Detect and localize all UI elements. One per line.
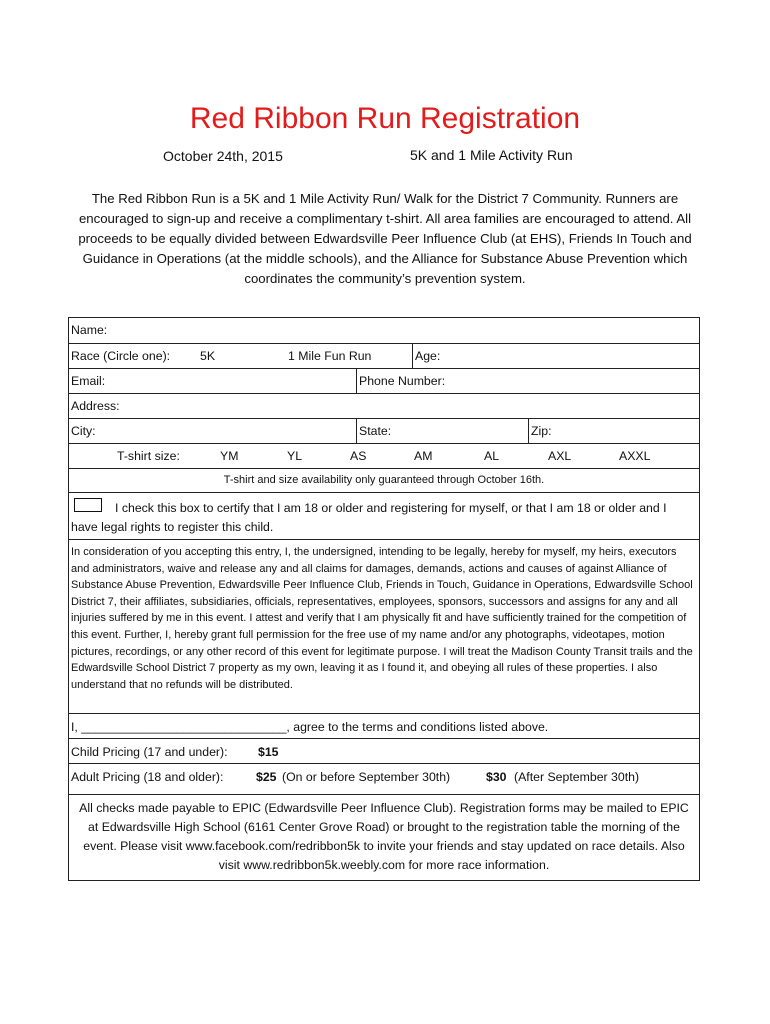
waiver-text: In consideration of you accepting this entry, I, the undersigned, intending to be legally, hereby for myself, my heirs, executors and administrators, waive and release any and all claims for damages, demands, actions and causes of against Alliance of Substance Abuse Prevention, Edwardsville Peer Influence Club, Friends in Touch, Guidance in Operations, Edwardsville School District 7, their affiliates, subsidiaries, officials, representatives, employees, sponsors, successors and assigns for any and all injuries suffered by me in this event. I attest and verify that I am physically fit and have sufficiently trained for the competition of this event. Further, I, hereby grant full permission for the free use of my name and/or any photographs, videotapes, motion pictures, recordings, or any other record of this event for legitimate purpose. I will treat the Madison County Transit trails and the Edwardsville School District 7 property as my own, leaving it as I found it, and obeying all rules of these properties. I also understand that no refunds will be distributed. (71, 546, 693, 691)
state-label: State: (359, 424, 392, 438)
adult-pricing-row (69, 764, 699, 795)
payment-instructions: All checks made payable to EPIC (Edwardsville Peer Influence Club). Registration forms may be mailed to EPIC at Edwardsville High School (6161 Center Grove Road) or brought to the registration table the morning of the event. Please visit www.facebook.com/redribbon5k to invite your friends and stay updated on race details. Also visit www.redribbon5k.weebly.com for more race information. (79, 801, 689, 872)
race-option-1-mile[interactable]: 1 Mile Fun Run (288, 349, 372, 363)
age-field[interactable] (412, 344, 699, 368)
adult-pricing-label: Adult Pricing (18 and older): (71, 770, 224, 784)
zip-field[interactable] (528, 419, 699, 443)
race-label: Race (Circle one): (71, 349, 171, 363)
certify-text: I check this box to certify that I am 18 or older and registering for myself, or that I am 18 or older and I have legal rights to register this child. (71, 501, 667, 534)
intro-paragraph: The Red Ribbon Run is a 5K and 1 Mile Activity Run/ Walk for the District 7 Community. Runners are encouraged to sign-up and receive a complimentary t-shirt. All area families are encouraged to attend. All proceeds to be equally divided between Edwardsville Peer Influence Club (at EHS), Friends In Touch and Guidance in Operations (at the middle schools), and the Alliance for Substance Abuse Prevention which coordinates the community’s prevention system. (78, 191, 692, 286)
zip-label: Zip: (531, 424, 552, 438)
tshirt-size-am[interactable]: AM (414, 449, 433, 463)
tshirt-size-yl[interactable]: YL (287, 449, 303, 463)
phone-field[interactable] (356, 369, 699, 393)
phone-label: Phone Number: (359, 374, 446, 388)
state-field[interactable] (356, 419, 528, 443)
address-field[interactable] (69, 394, 699, 418)
address-label: Address: (71, 399, 120, 413)
adult-price-late-note: (After September 30th) (514, 770, 640, 784)
age-label: Age: (415, 349, 441, 363)
race-field (69, 344, 412, 368)
agreement-signature-line[interactable]: I, ______________________________, agree to the terms and conditions listed above. (71, 720, 549, 734)
email-row (69, 369, 699, 394)
footer-row (69, 795, 699, 881)
tshirt-label: T-shirt size: (117, 449, 180, 463)
race-row (69, 344, 699, 369)
agreement-row (69, 714, 699, 739)
email-label: Email: (71, 374, 106, 388)
child-price: $15 (258, 745, 279, 759)
tshirt-size-axl[interactable]: AXL (548, 449, 572, 463)
city-field[interactable] (69, 419, 356, 443)
tshirt-size-al[interactable]: AL (484, 449, 500, 463)
event-date: October 24th, 2015 (163, 148, 283, 164)
email-field[interactable] (69, 369, 356, 393)
name-label: Name: (71, 323, 108, 337)
adult-price-late: $30 (486, 770, 507, 784)
event-type: 5K and 1 Mile Activity Run (410, 147, 573, 163)
address-row (69, 394, 699, 419)
tshirt-note-row (69, 469, 699, 493)
race-option-5k[interactable]: 5K (200, 349, 216, 363)
tshirt-row (69, 444, 699, 469)
name-row (69, 318, 699, 344)
city-label: City: (71, 424, 96, 438)
page-title: Red Ribbon Run Registration (189, 102, 581, 135)
certify-row (69, 493, 699, 540)
child-pricing-row (69, 739, 699, 764)
tshirt-size-as[interactable]: AS (350, 449, 367, 463)
tshirt-size-ym[interactable]: YM (220, 449, 239, 463)
name-field[interactable] (69, 318, 699, 343)
child-pricing-label: Child Pricing (17 and under): (71, 745, 228, 759)
adult-price-early-note: (On or before September 30th) (282, 770, 451, 784)
tshirt-size-axxl[interactable]: AXXL (619, 449, 651, 463)
city-row (69, 419, 699, 444)
tshirt-availability-note: T-shirt and size availability only guaranteed through October 16th. (223, 474, 545, 486)
waiver-row (69, 540, 699, 714)
adult-price-early: $25 (256, 770, 277, 784)
registration-form (68, 317, 700, 881)
